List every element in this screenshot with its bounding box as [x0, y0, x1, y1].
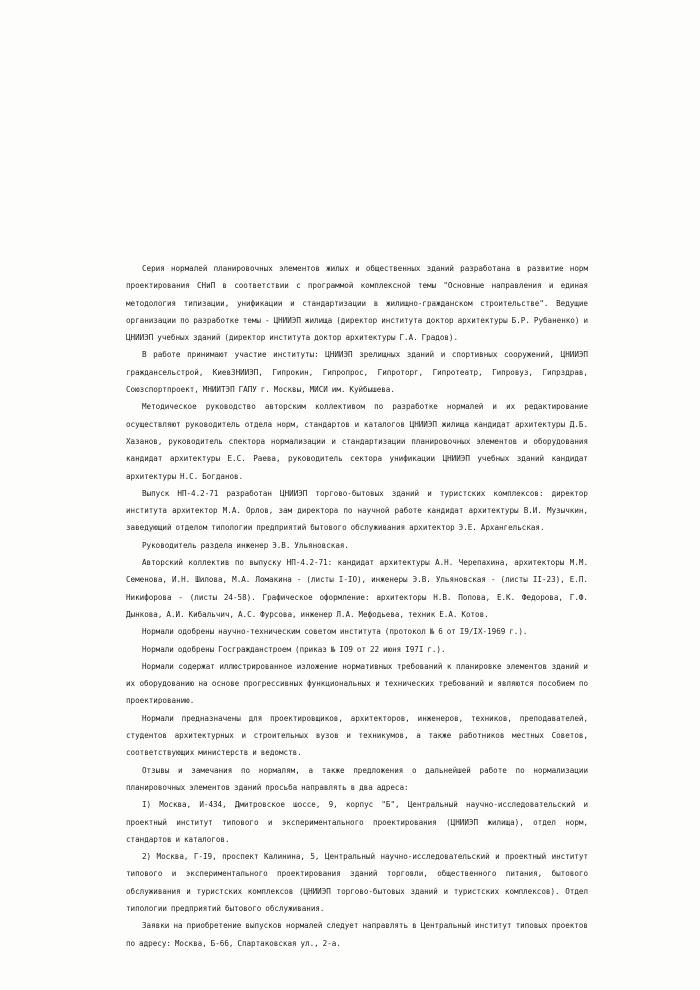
paragraph-issue-developer: Выпуск НП-4.2-71 разработан ЦНИИЭП торгово-бытовых зданий и туристских комплексов: директор института архитектор М.А. Орлов, зам директора по научной работе кандидат архитектуры В.И. Музычкин, заведующий отделом типологии предприятий бытового обслуживания архитектор Э.Е. Архангельская. [126, 488, 588, 533]
paragraph-address-1: I) Москва, И-434, Дмитровское шоссе, 9, корпус "Б", Центральный научно-исследовательский и проектный институт типового и экспериментального проектирования (ЦНИИЭП жилища), отдел норм, стандартов и каталогов. [126, 800, 588, 844]
paragraph-address-2: 2) Москва, Г-I9, проспект Калинина, 5, Центральный научно-исследовательский и проектный институт типового и экспериментального проектирования зданий торговли, общественного питания, бытового обслуживания и туристских комплексов (ЦНИИЭП торгово-бытовых зданий и туристских комплексов). Отдел типологии предприятий бытового обслуживания. [126, 852, 588, 913]
paragraph-participating-institutes: В работе принимают участие институты: ЦНИИЭП зрелищных зданий и спортивных сооружений, ЦНИИЭП граждансельстрой, КиевЗНИИЭП, Гипрокин, Гипропрос, Гипроторг, Гипротеатр, Гипровуз, Гипрздрав, Союзспортпроект, МНИИТЭП ГАПУ г. Москвы, МИСИ им. Куйбышева. [126, 350, 588, 395]
paragraph-approval-council: Нормали одобрены научно-техническим советом института (протокол № 6 от I9/IX-1969 г.). [142, 627, 528, 637]
paragraph-section-head: Руководитель раздела инженер Э.В. Ульяновская. [142, 540, 349, 550]
paragraph-feedback: Отзывы и замечания по нормалям, а также предложения о дальнейшей работе по нормализации планировочных элементов зданий просьба направлять в два адреса: [126, 765, 588, 792]
paragraph-methodical-guidance: Методическое руководство авторским коллективом по разработке нормалей и их редактирование осуществляют руководитель отдела норм, стандартов и каталогов ЦНИИЭП жилища кандидат архитектуры Д.Б. Хазанов, руководитель спектора нормализации и стандартизации планировочных элементов и оборудования кандидат архитектуры Е.С. Раева, руководитель сектора унификации ЦНИИЭП учебных зданий кандидат архитектуры Н.С. Богданов. [126, 402, 588, 481]
paragraph-orders: Заявки на приобретение выпусков нормалей следует направлять в Центральный институт типовых проектов по адресу: Москва, Б-66, Спартаковская ул., 2-а. [126, 921, 588, 948]
paragraph-series-intro: Серия нормалей планировочных элементов жилых и общественных зданий разработана в развитие норм проектирования СНиП в соответствии с программой комплексной темы "Основные направления и единая методология типизации, унификации и стандартизации в жилищно-гражданском строительстве". Ведущие организации по разработке темы - ЦНИИЭП жилища (директор института доктор архитектуры Б.Р. Рубаненко) и ЦНИИЭП учебных зданий (директор института доктор архитектуры Г.А. Градов). [126, 264, 588, 343]
paragraph-author-team: Авторский коллектив по выпуску НП-4.2-71: кандидат архитектуры А.Н. Черепахина, архитекторы М.М. Семенова, И.Н. Шилова, М.А. Ломакина - (листы I-IO), инженеры Э.В. Ульяновская - (листы II-23), Е.П. Никифорова - (листы 24-58). Графическое оформление: архитекторы Н.В. Попова, Е.К. Федорова, Г.Ф. Дынкова, А.И. Кибальчич, А.С. Фурсова, инженер Л.А. Мефодьева, техник Е.А. Котов. [126, 558, 588, 619]
paragraph-content-description: Нормали содержат иллюстрированное изложение нормативных требований к планировке элементов зданий и их оборудованию на основе прогрессивных функциональных и технических требований и являются пособием по проектированию. [126, 661, 588, 706]
document-body [126, 260, 588, 952]
paragraph-audience: Нормали предназначены для проектировщиков, архитекторов, инженеров, техников, преподавателей, студентов архитектурных и строительных вузов и техникумов, а также работников местных Советов, соответствующих министерств и ведомств. [126, 713, 588, 758]
paragraph-approval-gosgrazhdanstroy: Нормали одобрены Госгражданстроем (приказ № IO9 от 22 июня I97I г.). [142, 644, 446, 654]
